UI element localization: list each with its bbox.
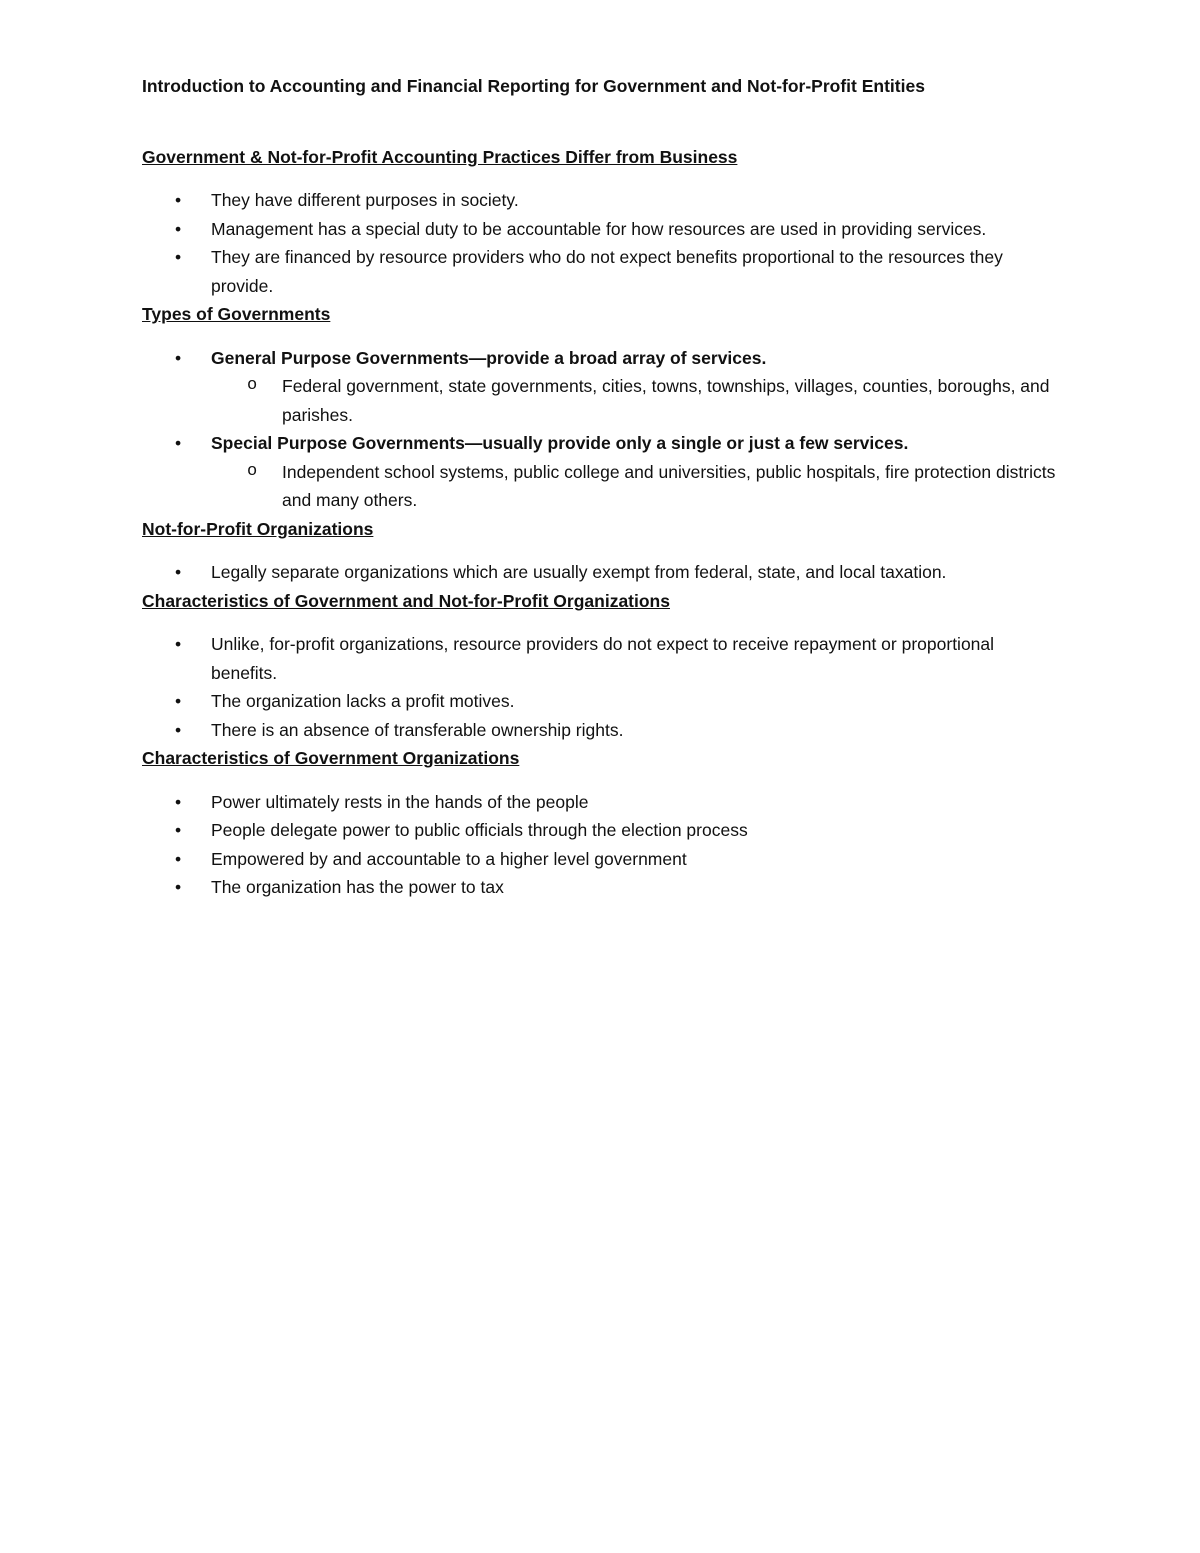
list-item-text: People delegate power to public officials through the election process <box>211 820 748 840</box>
list-item <box>142 845 1062 874</box>
section-heading-types: Types of Governments <box>142 304 331 324</box>
bullet-icon: • <box>175 719 182 740</box>
sub-list-item <box>211 458 1062 515</box>
sub-list <box>211 372 1062 429</box>
sub-list-item <box>211 372 1062 429</box>
list-item <box>142 873 1062 902</box>
sub-list-item-text: Federal government, state governments, cities, towns, townships, villages, counties, boroughs, and parishes. <box>282 376 1050 425</box>
list-item <box>142 186 1062 215</box>
section-heading-characteristics-both: Characteristics of Government and Not-for-Profit Organizations <box>142 590 670 611</box>
document-title: Introduction to Accounting and Financial Reporting for Government and Not-for-Profit Entities <box>142 76 925 96</box>
bullet-icon: • <box>175 848 182 869</box>
list-item <box>142 716 1062 745</box>
list-item-text: Management has a special duty to be accountable for how resources are used in providing services. <box>211 218 987 239</box>
list-item <box>142 344 1062 430</box>
document-page <box>142 72 1062 902</box>
list-item-text: Unlike, for-profit organizations, resource providers do not expect to receive repayment or proportional benefits. <box>211 634 995 683</box>
list-item-text: The organization lacks a profit motives. <box>211 691 515 711</box>
section-heading-characteristics-gov: Characteristics of Government Organizations <box>142 748 520 768</box>
list-item <box>142 630 1062 687</box>
section-heading-nfp: Not-for-Profit Organizations <box>142 518 374 539</box>
list-item-text: The organization has the power to tax <box>211 877 504 897</box>
sub-bullet-icon: o <box>247 376 258 395</box>
sub-bullet-icon: o <box>247 461 258 481</box>
sub-list-item-text: Independent school systems, public college and universities, public hospitals, fire protection districts and many others. <box>282 461 1056 510</box>
bullet-list-differ <box>142 186 1062 300</box>
bullet-list-characteristics-gov <box>142 788 1062 902</box>
list-item <box>142 429 1062 515</box>
list-item <box>142 243 1062 300</box>
list-item <box>142 788 1062 817</box>
list-item <box>142 558 1062 587</box>
bullet-icon: • <box>175 433 182 453</box>
list-item-text: There is an absence of transferable ownership rights. <box>211 719 624 740</box>
bullet-icon: • <box>175 190 182 210</box>
bullet-icon: • <box>175 877 182 897</box>
bullet-icon: • <box>175 691 182 711</box>
bullet-icon: • <box>175 562 182 582</box>
list-item-text: They have different purposes in society. <box>211 190 519 210</box>
bullet-list-nfp <box>142 558 1062 587</box>
bullet-icon: • <box>175 218 182 239</box>
list-item <box>142 215 1062 244</box>
bullet-list-characteristics-both <box>142 630 1062 744</box>
list-item <box>142 687 1062 716</box>
list-item-text: Legally separate organizations which are usually exempt from federal, state, and local taxation. <box>211 562 947 582</box>
list-item-text: They are financed by resource providers who do not expect benefits proportional to the resources they provide. <box>211 247 1003 296</box>
bullet-icon: • <box>175 791 182 812</box>
bullet-icon: • <box>175 247 182 267</box>
list-item-text: Power ultimately rests in the hands of the people <box>211 791 589 812</box>
list-item-text: Empowered by and accountable to a higher level government <box>211 848 687 869</box>
section-heading-differ: Government & Not-for-Profit Accounting Practices Differ from Business <box>142 146 738 167</box>
list-item <box>142 816 1062 845</box>
bullet-icon: • <box>175 347 182 368</box>
bullet-icon: • <box>175 820 182 840</box>
list-item-text: General Purpose Governments—provide a broad array of services. <box>211 347 767 368</box>
sub-list <box>211 458 1062 515</box>
bullet-list-types <box>142 344 1062 515</box>
bullet-icon: • <box>175 634 182 654</box>
list-item-text: Special Purpose Governments—usually provide only a single or just a few services. <box>211 433 909 453</box>
